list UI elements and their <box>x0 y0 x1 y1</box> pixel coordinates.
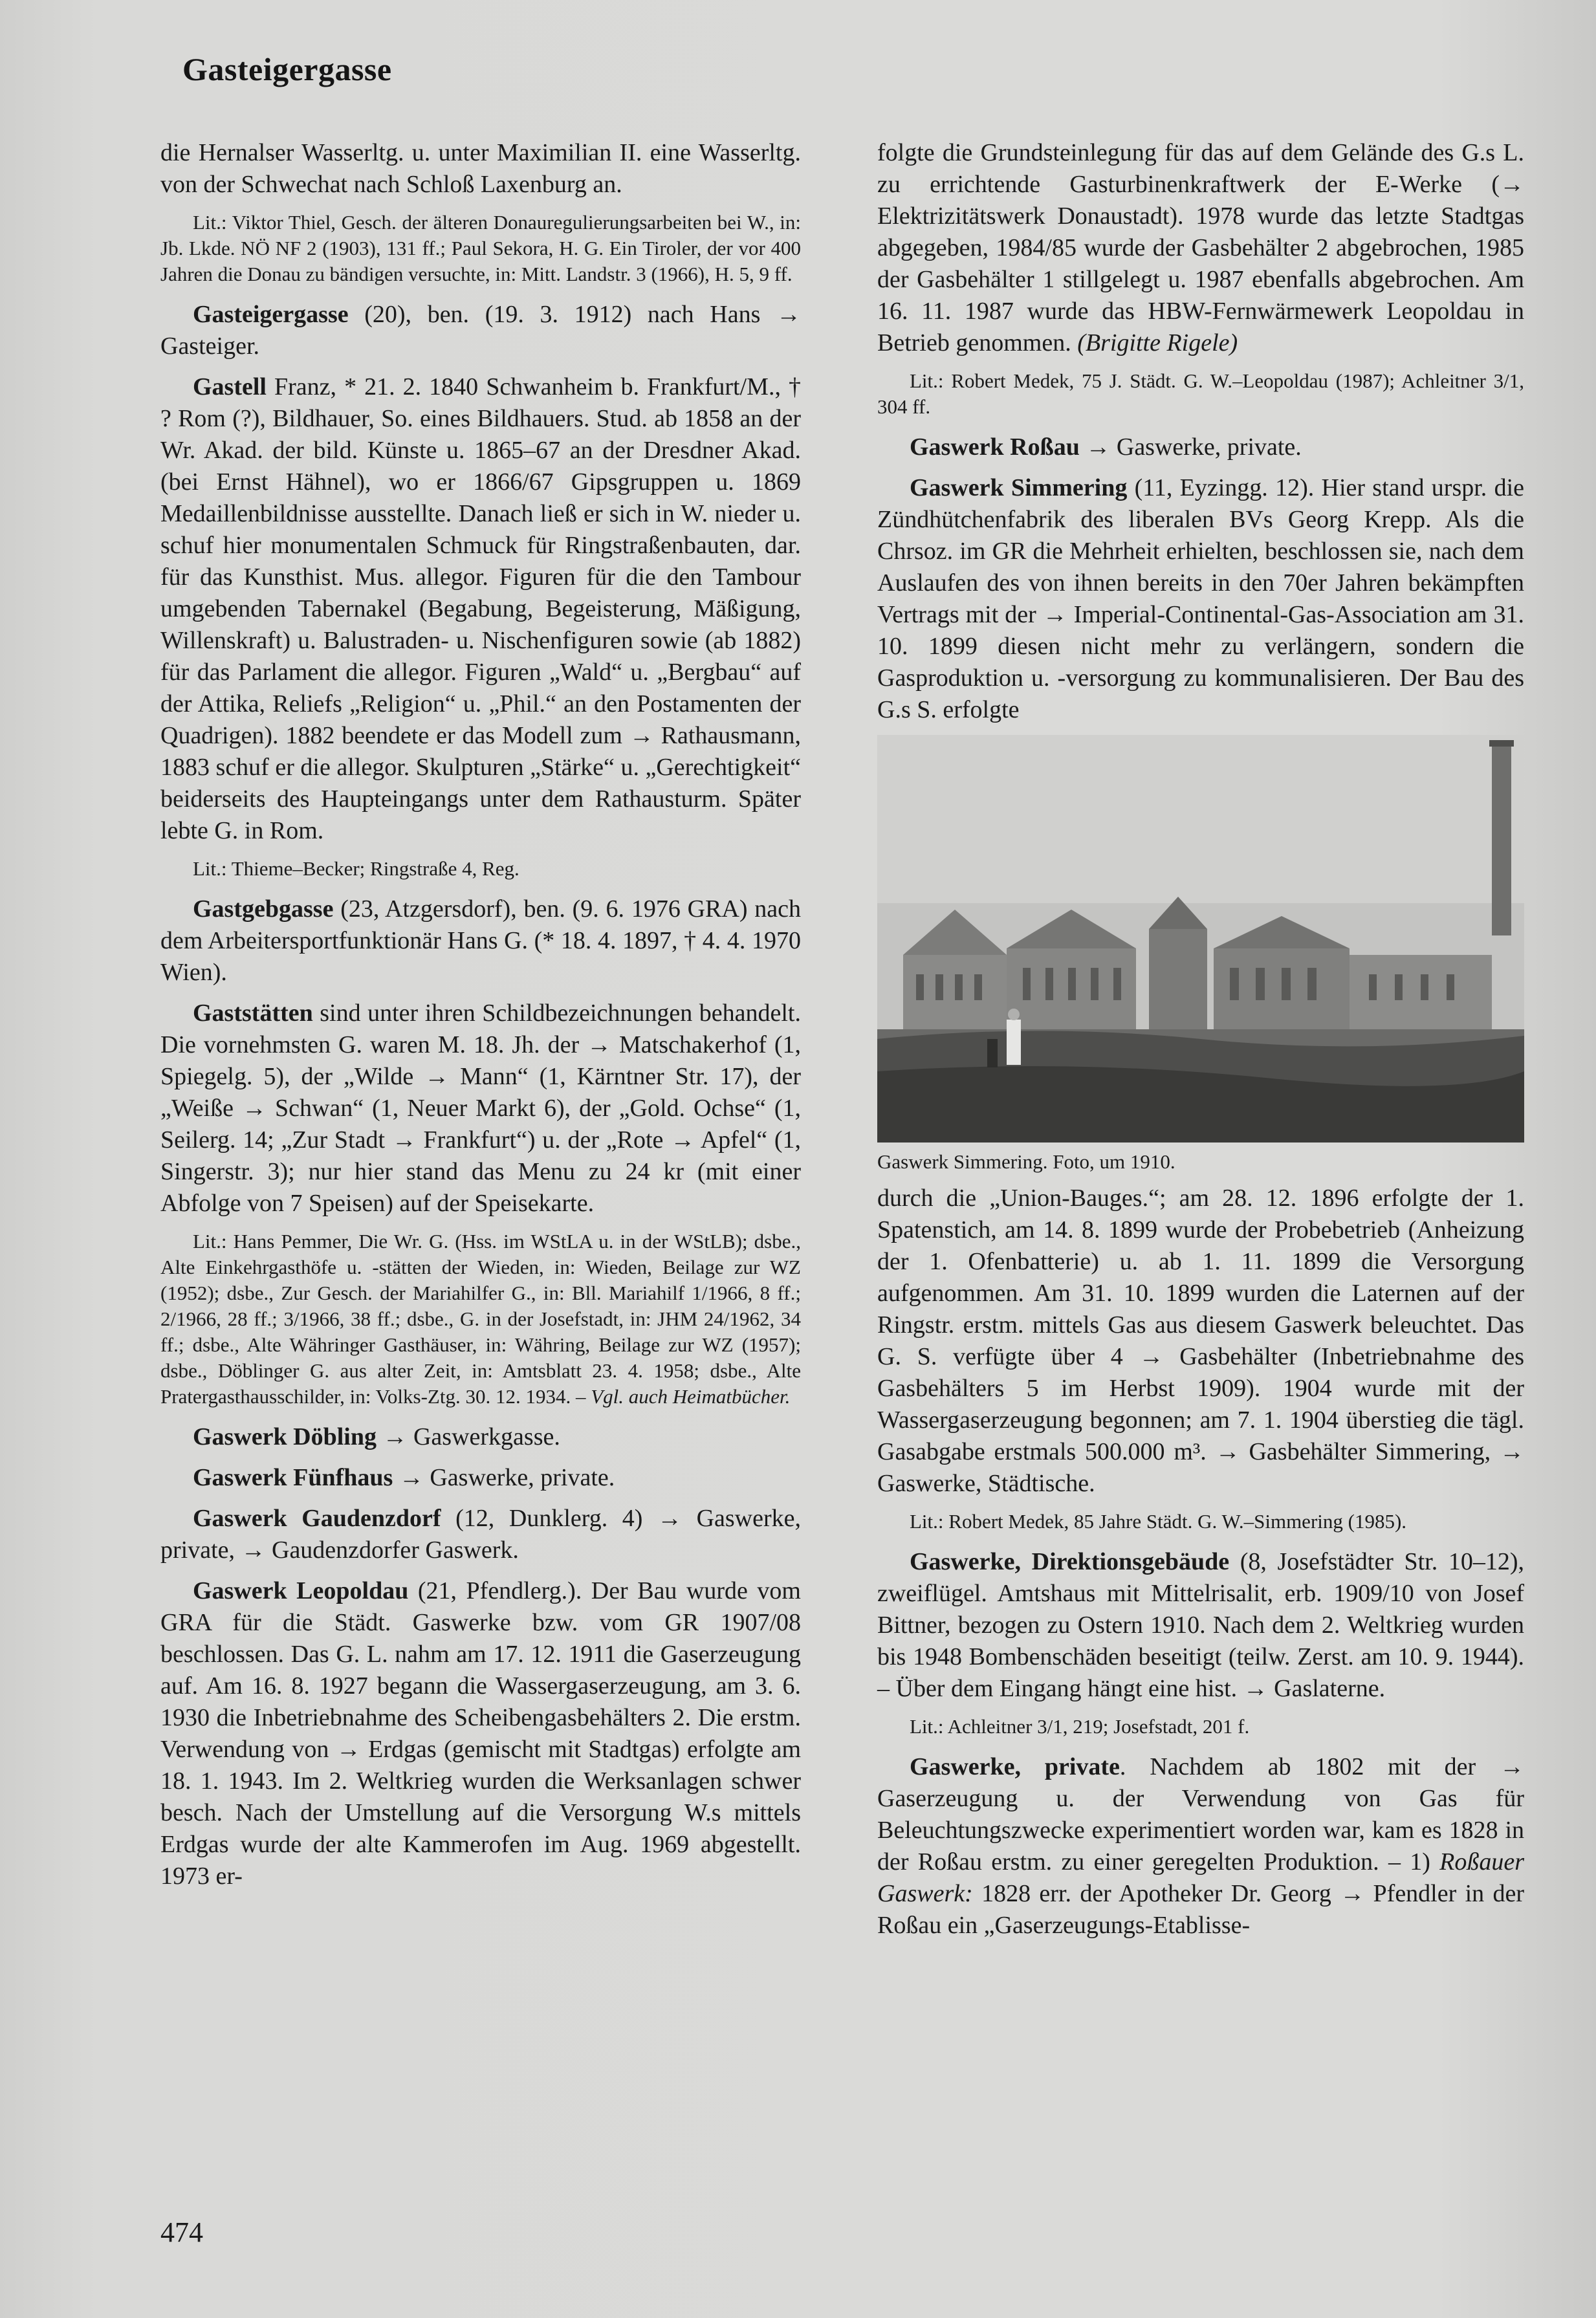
entry-text: durch die „Union-Bauges.“; am 28. 12. 1896 erfolgte der 1. Spatenstich, am 14. 8. 1899 wurde der Probebetrieb (Anheizung der 1. Ofenbatterie) u. ab 1. 11. 1899 die Versorgung aufgenommen. Am 31. 10. 1899 wurden die Laternen auf der Ringstr. erstm. mittels Gas aus diesem Gaswerk beleuchtet. Das G. S. verfügte über 4 → Gasbehälter (Inbetriebnahme des Gasbehälters 5 im Herbst 1909). 1904 wurde mit der Wassergaserzeugung begonnen; am 7. 1. 1904 überstieg die tägl. Gasabgabe erstmals 500.000 m³. → Gasbehälter Simmering, → Gaswerke, Städtische. <box>877 1185 1524 1497</box>
lexicon-entry <box>160 1575 801 1892</box>
entry-lemma: Gaswerk Roßau <box>910 433 1080 461</box>
entry-text: (21, Pfendlerg.). Der Bau wurde vom GRA für die Städt. Gaswerke bzw. vom GR 1907/08 beschlossen. Das G. L. nahm am 17. 12. 1911 die Gaserzeugung auf. Am 16. 8. 1927 begann die Wassergaserzeugung, am 3. 6. 1930 die Inbetriebnahme des Scheibengasbehälters 2. Die erstm. Verwendung von → Erdgas (gemischt mit Stadtgas) erfolgte am 18. 1. 1943. Im 2. Weltkrieg wurden die Werksanlagen schwer besch. Nach der Umstellung auf die Versorgung W.s mittels Erdgas wurde der alte Kammerofen im Aug. 1969 abgestellt. 1973 er- <box>160 1577 801 1890</box>
entry-lemma: Gaswerk Döbling <box>193 1423 377 1450</box>
entry-lemma: Gaswerk Gaudenzdorf <box>193 1505 441 1532</box>
literature-text: Lit.: Viktor Thiel, Gesch. der älteren Donauregulierungsarbeiten bei W., in: Jb. Lkde. NÖ NF 2 (1903), 131 ff.; Paul Sekora, H. G. Ein Tiroler, der vor 400 Jahren die Donau zu bändigen versuchte, in: Mitt. Landstr. 3 (1966), H. 5, 9 ff. <box>160 211 801 285</box>
lexicon-entry <box>877 472 1524 726</box>
continued-entry <box>160 137 801 201</box>
continued-entry <box>877 1183 1524 1500</box>
figure <box>877 735 1524 1175</box>
literature-text: Lit.: Thieme–Becker; Ringstraße 4, Reg. <box>193 857 519 880</box>
literature-note <box>160 856 801 882</box>
entry-text: (11, Eyzingg. 12). Hier stand urspr. die Zündhütchenfabrik des liberalen BVs Georg Krepp. Als die Chrsoz. im GR die Mehrheit erhielten, beschlossen sie, nach dem Auslaufen des von ihnen bereits in den 70er Jahren bekämpften Vertrags mit der → Imperial-Continental-Gas-Association am 31. 10. 1899 diesen nicht mehr zu verlängern, sondern die Gasproduktion u. -versorgung zu kommunalisieren. Der Bau des G.s S. erfolgte <box>877 474 1524 723</box>
entry-lemma: Gaswerke, private <box>910 1753 1120 1780</box>
entry-text: → Gaswerke, private. <box>393 1464 615 1491</box>
running-head: Gasteigergasse <box>182 51 392 87</box>
literature-text: Lit.: Robert Medek, 75 J. Städt. G. W.–Leopoldau (1987); Achleitner 3/1, 304 ff. <box>877 369 1524 418</box>
literature-note <box>877 1509 1524 1535</box>
entry-lemma: Gastgebgasse <box>193 895 334 923</box>
figure-caption: Gaswerk Simmering. Foto, um 1910. <box>877 1150 1175 1173</box>
entry-text: (23, Atzgersdorf), ben. (9. 6. 1976 GRA) nach dem Arbeitersportfunktionär Hans G. (* 18. 4. 1897, † 4. 4. 1970 Wien). <box>160 895 801 986</box>
entry-subheading: Roßauer Gaswerk: <box>877 1848 1524 1907</box>
literature-text: Lit.: Achleitner 3/1, 219; Josefstadt, 201 f. <box>910 1715 1250 1738</box>
left-column <box>160 137 801 1901</box>
lexicon-entry <box>160 371 801 847</box>
entry-lemma: Gaststätten <box>193 1000 313 1027</box>
entry-lemma: Gaswerk Fünfhaus <box>193 1464 393 1491</box>
entry-lemma: Gaswerk Simmering <box>910 474 1128 501</box>
literature-note <box>877 1714 1524 1740</box>
entry-lemma: Gaswerke, Direktionsgebäude <box>910 1548 1230 1575</box>
entry-lemma: Gastell <box>193 373 267 400</box>
entry-text: folgte die Grundsteinlegung für das auf dem Gelände des G.s L. zu errichtende Gasturbinenkraftwerk der E-Werke (→ Elektrizitätswerk Donaustadt). 1978 wurde das letzte Stadtgas abgegeben, 1984/85 wurde der Gasbehälter 2 abgebrochen, 1985 der Gasbehälter 1 stillgelegt u. 1987 ebenfalls abgebrochen. Am 16. 11. 1987 wurde das HBW-Fernwärmewerk Leopoldau in Betrieb genommen. <box>877 139 1524 356</box>
lexicon-entry <box>160 1421 801 1453</box>
entry-text: . Nachdem ab 1802 mit der → Gaserzeugung u. der Verwendung von Gas für Beleuchtungszwecke experimentiert worden war, kam es 1828 in der Roßau erstm. zu einer geregelten Produktion. – 1) <box>877 1753 1524 1875</box>
lexicon-entry <box>160 998 801 1219</box>
entry-text: → Gaswerkgasse. <box>376 1423 560 1450</box>
lexicon-entry <box>160 1503 801 1566</box>
entry-text: (20), ben. (19. 3. 1912) nach Hans → Gasteiger. <box>160 301 801 360</box>
lexicon-entry <box>877 1751 1524 1941</box>
continued-entry <box>877 137 1524 359</box>
entry-author: (Brigitte Rigele) <box>1071 329 1238 356</box>
literature-note <box>160 210 801 287</box>
right-column <box>877 137 1524 1951</box>
literature-note <box>160 1229 801 1410</box>
entry-text: Franz, * 21. 2. 1840 Schwanheim b. Frankfurt/M., † ? Rom (?), Bildhauer, So. eines Bildhauers. Stud. ab 1858 an der Wr. Akad. der bild. Künste u. 1865–67 an der Dresdner Akad. (bei Ernst Hähnel), wo er 1866/67 Gipsgruppen u. 1869 Medaillenbildnisse ausstellte. Danach ließ er sich in W. nieder u. schuf hier monumentalen Schmuck für Ringstraßenbauten, dar. für das Kunsthist. Mus. allegor. Figuren für die den Tambour umgebenden Tabernakel (Begabung, Begeisterung, Mäßigung, Willenskraft) u. Balustraden- u. Nischenfiguren sowie (ab 1882) für das Parlament die allegor. Figuren „Wald“ u. „Bergbau“ auf der Attika, Reliefs „Religion“ u. „Phil.“ an den Postamenten der Quadrigen). 1882 beendete er das Modell zum → Rathausmann, 1883 schuf er die allegor. Skulpturen „Stärke“ u. „Gerechtigkeit“ beiderseits des Haupteingangs unter dem Rathausturm. Später lebte G. in Rom. <box>160 373 801 844</box>
page-number: 474 <box>160 2216 203 2248</box>
entry-text-tail: 1828 err. der Apotheker Dr. Georg → Pfendler in der Roßau ein „Gaserzeugungs-Etablisse- <box>877 1880 1524 1939</box>
entry-text: die Hernalser Wasserltg. u. unter Maximilian II. eine Wasserltg. von der Schwechat nach Schloß Laxenburg an. <box>160 139 801 198</box>
literature-text: Lit.: Robert Medek, 85 Jahre Städt. G. W.–Simmering (1985). <box>910 1510 1407 1533</box>
entry-lemma: Gasteigergasse <box>193 301 349 328</box>
entry-text: sind unter ihren Schildbezeichnungen behandelt. Die vornehmsten G. waren M. 18. Jh. der → Matschakerhof (1, Spiegelg. 5), der „Wilde → Mann“ (1, Kärntner Str. 17), der „Weiße → Schwan“ (1, Neuer Markt 6), der „Gold. Ochse“ (1, Seilerg. 14; „Zur Stadt → Frankfurt“) u. der „Rote → Apfel“ (1, Singerstr. 3); nur hier stand das Menu zu 24 kr (mit einer Abfolge von 7 Speisen) auf der Speisekarte. <box>160 1000 801 1217</box>
entry-text: (12, Dunklerg. 4) → Gaswerke, private, → Gaudenzdorfer Gaswerk. <box>160 1505 801 1564</box>
entry-lemma: Gaswerk Leopoldau <box>193 1577 409 1604</box>
gasworks-photo <box>877 735 1524 1143</box>
literature-text: Lit.: Hans Pemmer, Die Wr. G. (Hss. im WStLA u. in der WStLB); dsbe., Alte Einkehrgasthöfe u. -stätten der Wieden, in: Wieden, Beilage zur WZ (1952); dsbe., Zur Gesch. der Mariahilfer G., in: Bll. Mariahilf 1/1966, 8 ff.; 2/1966, 28 ff.; 3/1966, 38 ff.; dsbe., G. in der Josefstadt, in: JHM 24/1962, 34 ff.; dsbe., Alte Währinger Gasthäuser, in: Währing, Beilage zur WZ (1957); dsbe., Döblinger G. aus alter Zeit, in: Amtsblatt 23. 4. 1958; dsbe., Alte Pratergasthausschilder, in: Volks-Ztg. 30. 12. 1934. – <box>160 1230 801 1408</box>
lexicon-entry <box>877 432 1524 463</box>
entry-text: → Gaswerke, private. <box>1079 433 1302 461</box>
lexicon-entry <box>877 1546 1524 1705</box>
lexicon-entry <box>160 1462 801 1494</box>
literature-note <box>877 368 1524 420</box>
lexicon-entry <box>160 299 801 362</box>
literature-see-also: Vgl. auch Heimatbücher. <box>585 1385 791 1408</box>
entry-text: (8, Josefstädter Str. 10–12), zweiflügel. Amtshaus mit Mittelrisalit, erb. 1909/10 von Josef Bittner, bezogen zu Ostern 1910. Nach dem 2. Weltkrieg wurden bis 1948 Bombenschäden beseitigt (teilw. Zerst. am 10. 9. 1944). – Über dem Eingang hängt eine hist. → Gaslaterne. <box>877 1548 1525 1702</box>
lexicon-entry <box>160 893 801 989</box>
